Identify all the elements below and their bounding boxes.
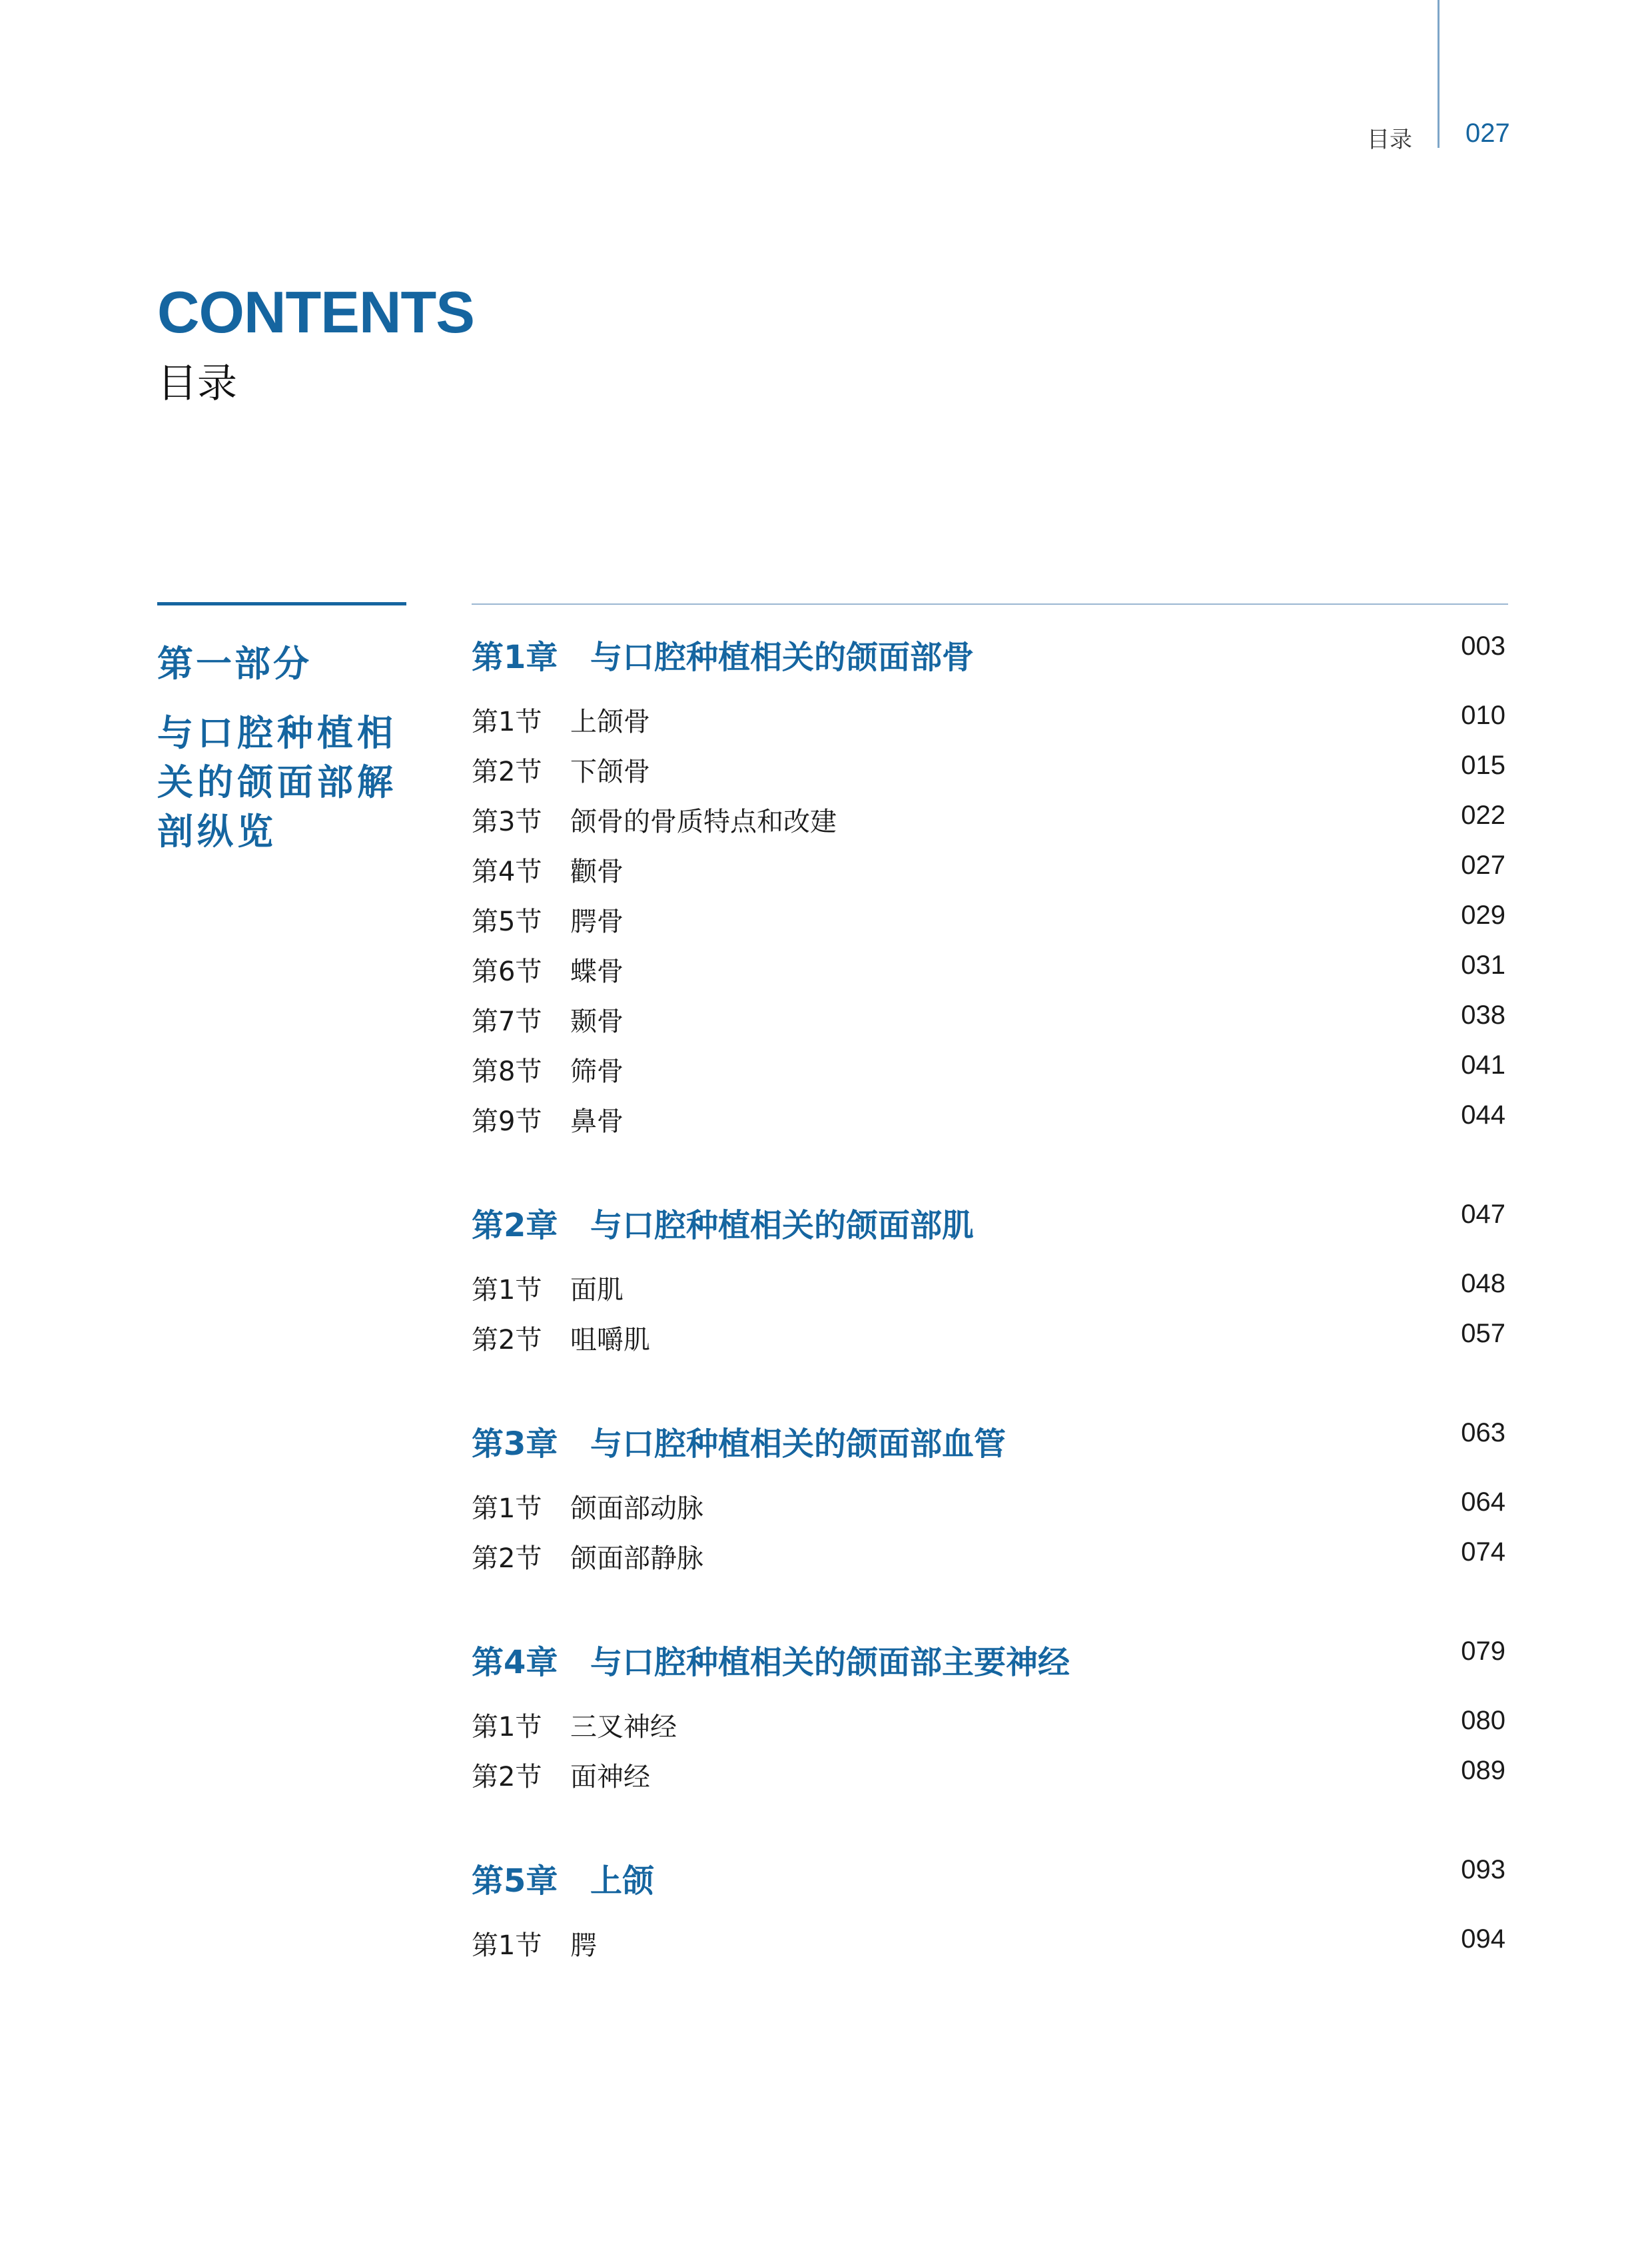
section-title: 咀嚼肌 bbox=[570, 1325, 650, 1355]
header-divider bbox=[1438, 0, 1440, 148]
toc-chapter bbox=[472, 1418, 1508, 1587]
chapter-number: 第2章 bbox=[472, 1207, 558, 1244]
chapter-page-number: 063 bbox=[1461, 1418, 1505, 1447]
section-number: 第1节 bbox=[472, 1493, 542, 1524]
chapter-page-number: 047 bbox=[1461, 1200, 1505, 1229]
toc-section-row[interactable] bbox=[472, 751, 1508, 801]
section-page-number: 015 bbox=[1461, 751, 1505, 780]
toc-section-row[interactable] bbox=[472, 1319, 1508, 1369]
toc-section-row[interactable] bbox=[472, 1050, 1508, 1100]
chapter-title: 与口腔种植相关的颌面部血管 bbox=[590, 1425, 1007, 1463]
toc-section-row[interactable] bbox=[472, 1100, 1508, 1150]
section-number: 第2节 bbox=[472, 1325, 542, 1355]
chapter-title: 与口腔种植相关的颌面部主要神经 bbox=[590, 1644, 1070, 1681]
toc-section-row[interactable] bbox=[472, 1000, 1508, 1050]
section-number: 第7节 bbox=[472, 1006, 542, 1037]
section-page-number: 057 bbox=[1461, 1319, 1505, 1348]
section-page-number: 038 bbox=[1461, 1000, 1505, 1030]
page-title-chinese: 目录 bbox=[157, 360, 237, 407]
part-label: 第一部分 bbox=[157, 643, 312, 685]
section-page-number: 027 bbox=[1461, 851, 1505, 880]
toc-section-row[interactable] bbox=[472, 701, 1508, 751]
chapter-title: 与口腔种植相关的颌面部肌 bbox=[590, 1207, 975, 1244]
chapter-page-number: 079 bbox=[1461, 1637, 1505, 1666]
section-number: 第5节 bbox=[472, 907, 542, 937]
chapter-page-number: 093 bbox=[1461, 1855, 1505, 1884]
section-page-number: 044 bbox=[1461, 1100, 1505, 1130]
section-page-number: 010 bbox=[1461, 701, 1505, 730]
toc-section-row[interactable] bbox=[472, 801, 1508, 851]
section-title: 腭 bbox=[570, 1930, 597, 1961]
toc-chapter bbox=[472, 631, 1508, 1150]
toc-section-row[interactable] bbox=[472, 851, 1508, 901]
running-header-section: 目录 bbox=[1367, 127, 1412, 153]
section-title: 筛骨 bbox=[570, 1056, 623, 1087]
section-title: 鼻骨 bbox=[570, 1106, 623, 1137]
chapter-number: 第1章 bbox=[472, 639, 558, 676]
section-number: 第9节 bbox=[472, 1106, 542, 1137]
section-title: 腭骨 bbox=[570, 907, 623, 937]
toc-chapter bbox=[472, 1637, 1508, 1806]
section-number: 第1节 bbox=[472, 707, 542, 737]
section-number: 第4节 bbox=[472, 857, 542, 887]
section-page-number: 048 bbox=[1461, 1269, 1505, 1298]
toc-section-row[interactable] bbox=[472, 1706, 1508, 1756]
section-page-number: 094 bbox=[1461, 1924, 1505, 1954]
toc-chapter bbox=[472, 1200, 1508, 1369]
chapter-title: 与口腔种植相关的颌面部骨 bbox=[590, 639, 975, 676]
section-number: 第2节 bbox=[472, 757, 542, 787]
section-title: 面神经 bbox=[570, 1762, 650, 1792]
section-title: 蝶骨 bbox=[570, 956, 623, 987]
section-page-number: 089 bbox=[1461, 1756, 1505, 1785]
toc-chapter-row[interactable] bbox=[472, 631, 1508, 682]
section-page-number: 029 bbox=[1461, 901, 1505, 930]
toc-section-row[interactable] bbox=[472, 1269, 1508, 1319]
section-page-number: 080 bbox=[1461, 1706, 1505, 1735]
section-title: 颌面部动脉 bbox=[570, 1493, 703, 1524]
toc-chapter-row[interactable] bbox=[472, 1855, 1508, 1906]
section-number: 第1节 bbox=[472, 1930, 542, 1961]
section-page-number: 064 bbox=[1461, 1487, 1505, 1517]
section-number: 第2节 bbox=[472, 1762, 542, 1792]
chapter-number: 第3章 bbox=[472, 1425, 558, 1463]
section-page-number: 074 bbox=[1461, 1537, 1505, 1567]
section-title: 三叉神经 bbox=[570, 1712, 677, 1742]
toc-chapter-row[interactable] bbox=[472, 1637, 1508, 1687]
chapter-page-number: 003 bbox=[1461, 631, 1505, 661]
section-number: 第1节 bbox=[472, 1712, 542, 1742]
section-title: 颧骨 bbox=[570, 857, 623, 887]
toc-divider bbox=[472, 603, 1508, 605]
section-number: 第3节 bbox=[472, 807, 542, 837]
section-title: 颌骨的骨质特点和改建 bbox=[570, 807, 837, 837]
chapter-title: 上颌 bbox=[590, 1862, 655, 1900]
section-title: 面肌 bbox=[570, 1275, 623, 1306]
chapter-number: 第4章 bbox=[472, 1644, 558, 1681]
part-title: 与口腔种植相关的颌面部解剖纵览 bbox=[157, 712, 397, 853]
running-header-page-number: 027 bbox=[1465, 119, 1510, 148]
section-page-number: 031 bbox=[1461, 950, 1505, 980]
toc-section-row[interactable] bbox=[472, 1487, 1508, 1537]
section-title: 下颌骨 bbox=[570, 757, 650, 787]
section-title: 颞骨 bbox=[570, 1006, 623, 1037]
toc-section-row[interactable] bbox=[472, 950, 1508, 1000]
toc-chapter bbox=[472, 1855, 1508, 1974]
section-title: 上颌骨 bbox=[570, 707, 650, 737]
toc-section-row[interactable] bbox=[472, 1924, 1508, 1974]
section-number: 第8节 bbox=[472, 1056, 542, 1087]
section-title: 颌面部静脉 bbox=[570, 1543, 703, 1574]
toc-chapter-row[interactable] bbox=[472, 1200, 1508, 1250]
section-page-number: 022 bbox=[1461, 801, 1505, 830]
toc-section-row[interactable] bbox=[472, 901, 1508, 950]
toc-section-row[interactable] bbox=[472, 1537, 1508, 1587]
section-number: 第2节 bbox=[472, 1543, 542, 1574]
table-of-contents bbox=[472, 631, 1508, 2024]
toc-section-row[interactable] bbox=[472, 1756, 1508, 1806]
part-divider bbox=[157, 602, 406, 605]
page-title-english: CONTENTS bbox=[157, 279, 474, 345]
section-number: 第1节 bbox=[472, 1275, 542, 1306]
chapter-number: 第5章 bbox=[472, 1862, 558, 1900]
section-page-number: 041 bbox=[1461, 1050, 1505, 1080]
toc-chapter-row[interactable] bbox=[472, 1418, 1508, 1469]
section-number: 第6节 bbox=[472, 956, 542, 987]
